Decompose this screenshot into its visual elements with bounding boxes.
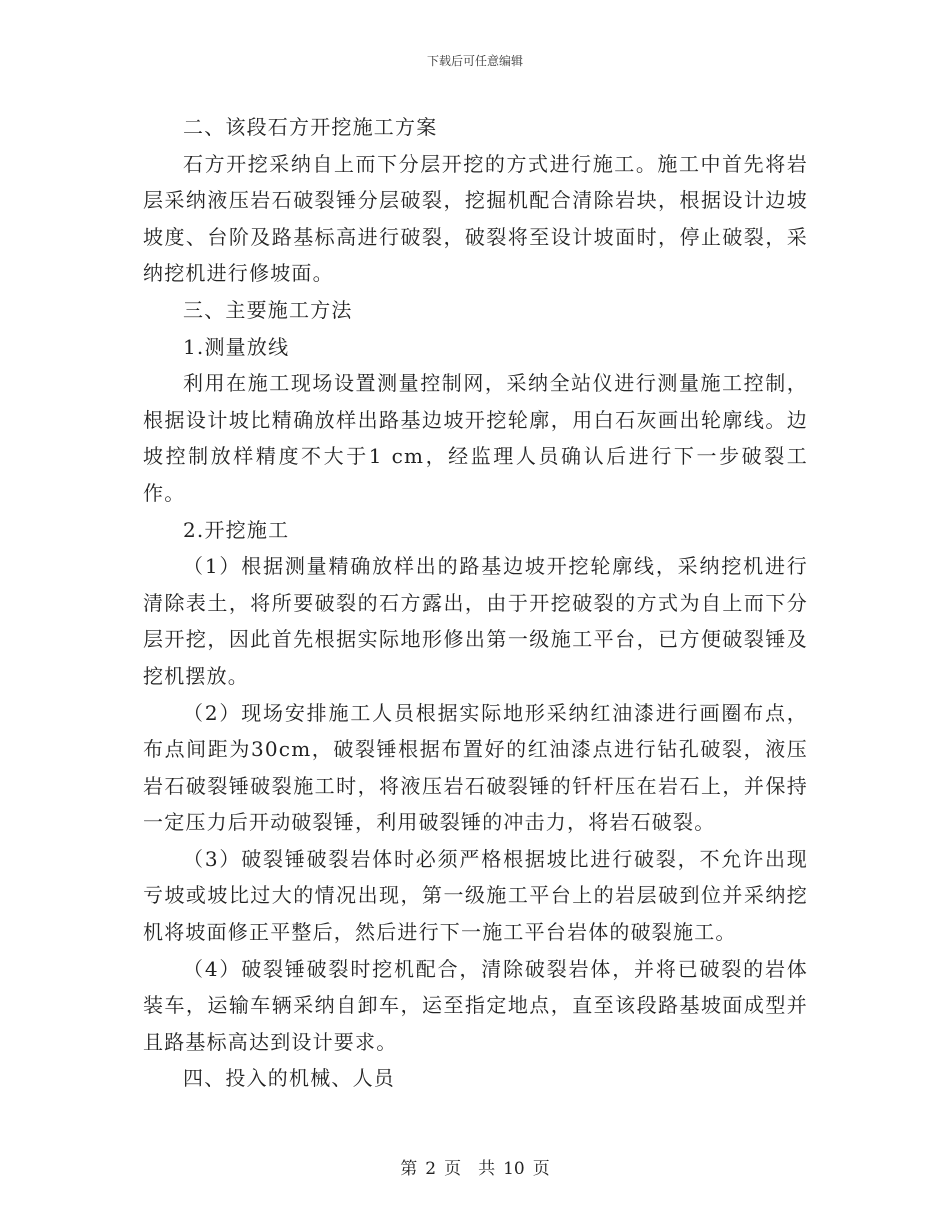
paragraph-step-3: （3）破裂锤破裂岩体时必须严格根据坡比进行破裂，不允许出现亏坡或坡比过大的情况出现，第一级施工平台上的岩层破到位并采纳挖机将坡面修正平整后，然后进行下一施工平台岩体的破裂施工。	[143, 846, 808, 945]
total-page-count: 10	[503, 1159, 525, 1179]
footer-middle: 页 共	[444, 1159, 496, 1179]
current-page-number: 2	[425, 1159, 437, 1179]
section-heading-2: 二、该段石方开挖施工方案	[183, 115, 438, 139]
footer-prefix: 第	[400, 1159, 418, 1179]
paragraph-step-2: （2）现场安排施工人员根据实际地形采纳红油漆进行画圈布点，布点间距为30cm，破裂锤根据布置好的红油漆点进行钻孔破裂，液压岩石破裂锤破裂施工时，将液压岩石破裂锤的钎杆压在岩石上，并保持一定压力后开动破裂锤，利用破裂锤的冲击力，将岩石破裂。	[143, 700, 808, 835]
paragraph-survey: 利用在施工现场设置测量控制网，采纳全站仪进行测量施工控制，根据设计坡比精确放样出路基边坡开挖轮廓，用白石灰画出轮廓线。边坡控制放样精度不大于1 cm，经监理人员确认后进行下一步破裂工作。	[143, 371, 808, 505]
section-heading-4: 四、投入的机械、人员	[183, 1066, 395, 1091]
section-heading-3: 三、主要施工方法	[183, 297, 353, 322]
subheading-survey: 1.测量放线	[183, 334, 290, 359]
subheading-excavation: 2.开挖施工	[183, 517, 290, 542]
document-body	[143, 109, 808, 1097]
page-footer	[0, 1154, 950, 1179]
paragraph-step-4: （4）破裂锤破裂时挖机配合，清除破裂岩体，并将已破裂的岩体装车，运输车辆采纳自卸车，运至指定地点，直至该段路基坡面成型并且路基标高达到设计要求。	[143, 956, 808, 1054]
footer-suffix: 页	[532, 1159, 550, 1179]
page-header: 下载后可任意编辑	[426, 54, 523, 68]
paragraph-step-1: （1）根据测量精确放样出的路基边坡开挖轮廓线，采纳挖机进行清除表土，将所要破裂的石方露出，由于开挖破裂的方式为自上而下分层开挖，因此首先根据实际地形修出第一级施工平台，已方便破裂锤及挖机摆放。	[143, 554, 808, 688]
paragraph-excavation-plan: 石方开挖采纳自上而下分层开挖的方式进行施工。施工中首先将岩层采纳液压岩石破裂锤分层破裂，挖掘机配合清除岩块，根据设计边坡坡度、台阶及路基标高进行破裂，破裂将至设计坡面时，停止破裂，采纳挖机进行修坡面。	[143, 151, 808, 286]
